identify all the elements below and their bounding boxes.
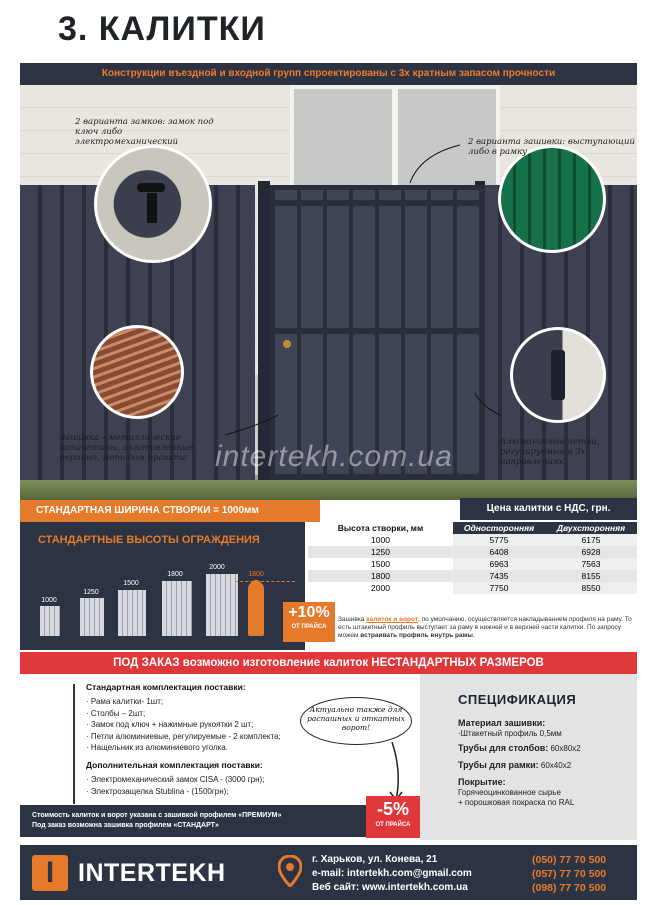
price-cell-single: 6963 (453, 558, 545, 570)
price-cell-double: 6928 (581, 547, 601, 557)
location-pin-icon (278, 855, 302, 887)
list-item: · Электрозащелка Stublina - (1500грн); (86, 786, 229, 796)
height-label-1000: 1000 (41, 597, 57, 604)
plus-ten-label: ОТ ПРАЙСА (291, 624, 327, 630)
plus-ten-value: +10% (288, 604, 330, 621)
standard-set-list (86, 696, 326, 754)
spec-frame: Трубы для рамки: 60х40х2 (458, 760, 572, 770)
price-note-part3: . (472, 632, 475, 639)
standard-set-title: Стандартная комплектация поставки: (86, 682, 246, 692)
brand-name: INTERTEKH (78, 859, 226, 887)
price-cell-height: 1500 (371, 559, 390, 569)
speech-tail (382, 742, 412, 802)
minus-five-value: -5% (376, 799, 409, 819)
website[interactable]: Веб сайт: www.intertekh.com.ua (312, 882, 468, 893)
spec-coating-label: Покрытие: (458, 777, 506, 787)
list-item: · Рама калитки- 1шт; (86, 697, 164, 706)
phone-number[interactable]: (098) 77 70 500 (532, 882, 607, 894)
phone-number[interactable]: (050) 77 70 500 (532, 854, 607, 866)
profile-note-bar (20, 805, 370, 837)
callout-locks: 2 варианта замков: замок под ключ либо электромеханический (75, 117, 214, 147)
price-row (308, 582, 637, 594)
spec-material-label: Материал зашивки: (458, 718, 546, 728)
spec-coating-1: Горячеоцинкованное сырье (458, 788, 561, 797)
spec-list (458, 718, 633, 808)
price-note (338, 616, 633, 640)
phone-number[interactable]: (057) 77 70 500 (532, 868, 607, 880)
price-cell-double: 8155 (581, 571, 601, 581)
price-cell-height: 1800 (371, 571, 390, 581)
price-note-bold: встраивать профиль внутрь рамы (360, 632, 473, 639)
price-cell-double: 6175 (545, 534, 637, 546)
watermark: intertekh.com.ua (215, 440, 453, 473)
callout-infill: 2 варианта зашивки: выступающий либо в рамку (468, 137, 635, 157)
spec-title: СПЕЦИФИКАЦИЯ (458, 692, 577, 707)
list-item: · Замок под ключ + нажимные рукоятки 2 шт; (86, 720, 254, 729)
callout-hinges: Алюминиевые петли, регулируемые в 3х направлениях (500, 437, 600, 467)
price-row (308, 534, 637, 546)
callout-infill-material: Зашивка – металлические штакетины, изготовленные серийно, методом проката (60, 433, 194, 463)
height-guide-line (235, 581, 295, 582)
contact-info (312, 853, 472, 895)
speech-bubble: Актуально также для распашных и откатных ворот! (300, 697, 412, 745)
address: г. Харьков, ул. Конева, 21 (312, 854, 438, 865)
extra-set-list (86, 774, 346, 797)
premium-note-1: Стоимость калиток и ворот указана с зашивкой профилем «ПРЕМИУМ» (32, 812, 282, 819)
height-label-2000: 2000 (209, 564, 225, 571)
custom-size-banner: ПОД ЗАКАЗ возможно изготовление калиток НЕСТАНДАРТНЫХ РАЗМЕРОВ (20, 652, 637, 674)
height-bar-2000 (206, 574, 238, 636)
price-cell-single: 7435 (489, 571, 509, 581)
price-row (308, 546, 637, 558)
header-height: Высота створки, мм (308, 522, 453, 534)
price-cell-single: 7750 (453, 582, 545, 594)
strength-banner: Конструкции въездной и входной групп спроектированы с 3х кратным запасом прочности (20, 63, 637, 85)
price-cell-double: 8550 (545, 582, 637, 594)
minus-five-badge (366, 796, 420, 838)
price-note-part1: Зашивка (338, 616, 367, 623)
price-cell-double: 7563 (545, 558, 637, 570)
price-cell-single: 6408 (489, 547, 509, 557)
height-bar-1500 (118, 590, 146, 636)
height-label-1250: 1250 (83, 589, 99, 596)
premium-note-2: Под заказ возможна зашивка профилем «СТАНДАРТ» (32, 822, 219, 829)
height-label-1500: 1500 (123, 580, 139, 587)
person-height-label: 1800 (248, 571, 264, 578)
height-bar-1800 (162, 581, 192, 636)
list-item: · Петли алюминиевые, регулируемые - 2 комплекта; (86, 731, 281, 741)
phone-list (532, 853, 606, 895)
price-cell-height: 1000 (371, 535, 390, 545)
page-title: 3. КАЛИТКИ (58, 10, 266, 48)
spec-coating-2: + порошковая покраска по RAL (458, 798, 575, 807)
height-label-1800: 1800 (167, 571, 183, 578)
price-note-link[interactable]: калиток и ворот (366, 616, 419, 623)
price-row (308, 570, 637, 582)
price-cell-single: 5775 (453, 534, 545, 546)
standard-heights-panel (20, 522, 305, 650)
gate-photo (20, 85, 637, 500)
standard-width-banner: СТАНДАРТНАЯ ШИРИНА СТВОРКИ = 1000мм (20, 500, 320, 522)
spec-posts: Трубы для столбов: 60х80х2 (458, 743, 581, 753)
minus-five-label: ОТ ПРАЙСА (375, 822, 411, 828)
price-row (308, 558, 637, 570)
price-note-part2: , по умолчанию, осуществляется накладыванием профиля на раму. То есть штакетный профиль выступает за раму в нижней и в верхней части калитки. По запросу можем (338, 616, 632, 639)
price-cell-height: 2000 (371, 583, 390, 593)
price-table-title: Цена калитки с НДС, грн. (460, 498, 637, 520)
extra-set-title: Дополнительная комплектация поставки: (86, 760, 263, 770)
standard-heights-title: СТАНДАРТНЫЕ ВЫСОТЫ ОГРАЖДЕНИЯ (38, 534, 260, 546)
header-single: Односторонняя (453, 522, 545, 534)
list-accent-line (73, 684, 75, 804)
height-bar-1250 (80, 598, 104, 636)
logo-icon: I (32, 855, 68, 891)
price-cell-height: 1250 (371, 547, 390, 557)
price-table-header (308, 522, 637, 534)
email[interactable]: e-mail: intertekh.com@gmail.com (312, 868, 472, 879)
list-item: · Нащельник из алюминиевого уголка. (86, 743, 228, 752)
price-table (308, 522, 637, 594)
specification-panel (420, 674, 637, 840)
list-item: · Столбы – 2шт; (86, 708, 146, 718)
list-item: · Электромеханический замок CISA - (3000 грн); (86, 775, 265, 784)
plus-ten-badge (283, 602, 335, 642)
footer (20, 845, 637, 900)
spec-material-value: ·Штакетный профиль 0,5мм (458, 729, 562, 738)
header-double: Двухсторонняя (545, 522, 637, 534)
height-bar-1000 (40, 606, 60, 636)
callout-arrows (20, 85, 637, 500)
